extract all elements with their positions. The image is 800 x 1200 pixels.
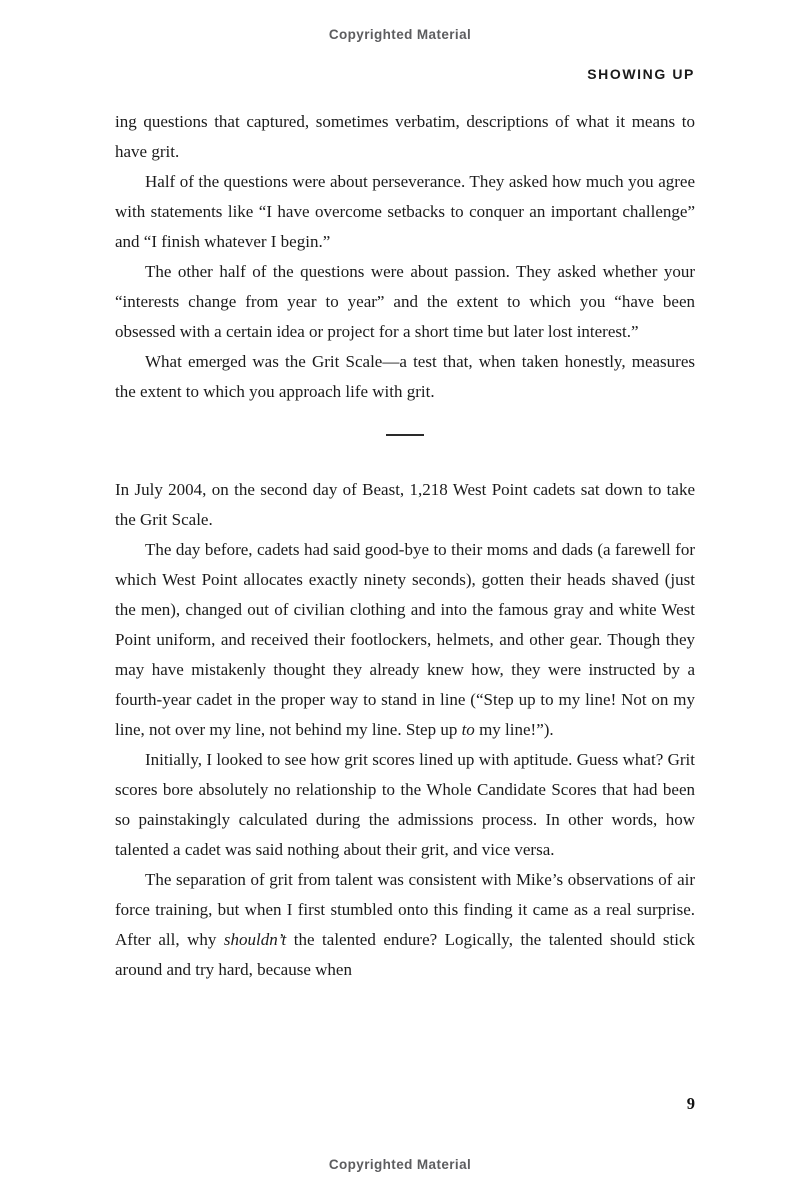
text-run: my line!”). <box>474 720 554 739</box>
paragraph <box>115 257 695 347</box>
paragraph <box>115 745 695 865</box>
paragraph <box>115 535 695 745</box>
paragraph <box>115 865 695 985</box>
text-run: The day before, cadets had said good-bye to their moms and dads (a farewell for which West Point allocates exactly ninety seconds), gotten their heads shaved (just the men), changed out of civilian clothing and into the famous gray and white West Point uniform, and received their footlockers, helmets, and other gear. Though they may have mistakenly thought they already knew how, they were instructed by a fourth-year cadet in the proper way to stand in line (“Step up to my line! Not on my line, not over my line, not behind my line. Step up <box>115 540 695 739</box>
paragraph <box>115 107 695 167</box>
body-text <box>115 107 695 985</box>
italic-text-run: to <box>461 720 475 739</box>
copyright-notice-top: Copyrighted Material <box>328 27 472 42</box>
paragraph <box>115 347 695 407</box>
text-run: ing questions that captured, sometimes verbatim, descriptions of what it means to have grit. <box>115 112 695 161</box>
text-run: What emerged was the Grit Scale—a test that, when taken honestly, measures the extent to which you approach life with grit. <box>115 352 695 401</box>
text-run: The other half of the questions were about passion. They asked whether your “interests change from year to year” and the extent to which you “have been obsessed with a certain idea or project for a short time but later lost interest.” <box>115 262 695 341</box>
paragraph <box>115 475 695 535</box>
text-run: In July 2004, on the second day of Beast, 1,218 West Point cadets sat down to take the Grit Scale. <box>115 480 695 529</box>
running-header: SHOWING UP <box>587 66 695 82</box>
page-number: 9 <box>686 1094 695 1113</box>
italic-text-run: shouldn’t <box>223 930 287 949</box>
text-run: The separation of grit from talent was consistent with Mike’s observations of air force training, but when I first stumbled onto this finding it came as a real surprise. After all, why <box>115 870 695 949</box>
text-section-before-break <box>115 107 695 407</box>
text-run: Initially, I looked to see how grit scores lined up with aptitude. Guess what? Grit scores bore absolutely no relationship to the Whole Candidate Scores that had been so painstakingly calculated during the admissions process. In other words, how talented a cadet was said nothing about their grit, and vice versa. <box>115 750 695 859</box>
section-divider <box>386 434 424 436</box>
text-run: Half of the questions were about perseverance. They asked how much you agree with statements like “I have overcome setbacks to conquer an important challenge” and “I finish whatever I begin.” <box>115 172 695 251</box>
text-run: the talented endure? Logically, the talented should stick around and try hard, because when <box>115 930 696 979</box>
copyright-notice-bottom: Copyrighted Material <box>328 1157 472 1172</box>
text-section-after-break <box>115 475 695 985</box>
paragraph <box>115 167 695 257</box>
